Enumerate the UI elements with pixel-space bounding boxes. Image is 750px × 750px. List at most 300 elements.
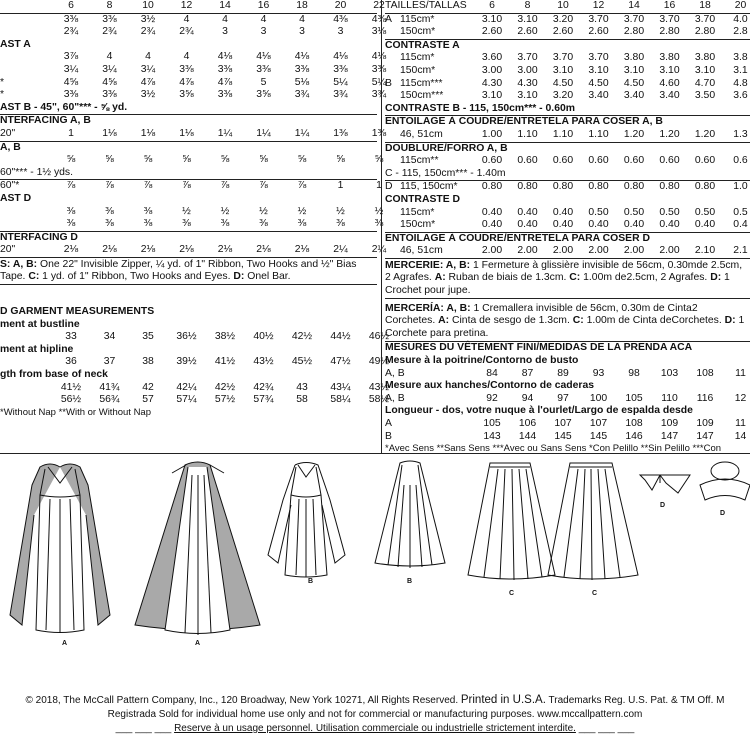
- table-cell: ⅞: [259, 180, 268, 192]
- table-row: [0, 89, 387, 102]
- table-cell: 0.40: [552, 206, 574, 218]
- table-row: [385, 143, 750, 156]
- table-cell: 107: [554, 418, 572, 429]
- table-cell: 4⅞: [179, 76, 194, 88]
- table-cell: ⅜: [143, 218, 153, 230]
- table-cell: 36½: [176, 331, 197, 343]
- table-cell: 0.80: [694, 181, 716, 193]
- table-cell: ⅝: [66, 154, 76, 166]
- table-cell: 3.70: [588, 13, 609, 25]
- table-cell: 42¼: [176, 381, 197, 393]
- table-cell: 4⅛: [333, 51, 348, 63]
- table-cell: 105: [625, 392, 643, 404]
- table-cell: ⅜: [182, 218, 191, 230]
- table-cell: 4⅛: [256, 51, 271, 63]
- table-row: [0, 244, 387, 258]
- row-label: 20": [0, 127, 16, 139]
- row-sublabel: 150cm*: [400, 64, 436, 76]
- table-cell: 3: [222, 26, 228, 38]
- table-cell: 2.80: [623, 26, 645, 38]
- row-label: AST B - 45", 60"*** - ⅝ yd.: [0, 101, 128, 113]
- table-cell: 56½: [60, 394, 82, 406]
- table-cell: 0.6: [733, 155, 748, 167]
- table-cell: ⅜: [220, 218, 230, 230]
- table-cell: 3⅜: [371, 63, 387, 75]
- table-cell: ½: [259, 205, 268, 217]
- table-cell: 0.50: [694, 206, 716, 218]
- measurement-rows: [0, 318, 390, 407]
- note-text: 1 Fermeture à glissière invisible de 56cm, 0.30m: [470, 259, 697, 271]
- table-cell: 35: [142, 331, 154, 343]
- view-label: D: [660, 502, 666, 509]
- table-row: [0, 26, 387, 39]
- size-header-cell: 10: [557, 0, 569, 11]
- table-cell: 38½: [214, 331, 236, 343]
- table-cell: 3⅜: [63, 89, 79, 101]
- table-cell: ⅝: [220, 154, 230, 166]
- row-label: 60"*** - 1½ yds.: [0, 166, 73, 178]
- table-cell: 4.50: [552, 77, 574, 89]
- note-text: One 22" Invisible Zipper, ¼ yd. of 1" Ribbon, Two Hooks and: [37, 258, 319, 270]
- note-bold: MERCERÍA: A, B:: [385, 302, 471, 314]
- table-cell: 3.8: [733, 52, 748, 64]
- table-cell: 4: [145, 51, 151, 63]
- table-cell: 2⅛: [63, 244, 79, 256]
- size-header-cell: 12: [180, 0, 193, 11]
- table-cell: 4.30: [517, 77, 538, 89]
- row-label: Mesure aux hanches/Contorno de caderas: [385, 380, 595, 392]
- size-header-cell: 20: [734, 0, 747, 11]
- note-text: de 2.5cm, 2 Agrafes.: [385, 259, 743, 284]
- table-row: [0, 39, 377, 52]
- table-cell: 1: [337, 180, 344, 192]
- table-row: [0, 76, 387, 90]
- table-cell: 2⅛: [102, 244, 117, 256]
- measurement-rows: [385, 355, 750, 443]
- note-text: 1 Cremallera invisible de 56cm, 0.30m de Cinta: [470, 302, 692, 314]
- table-cell: 2.10: [694, 245, 716, 257]
- table-row: [385, 181, 750, 194]
- table-cell: 3½: [140, 13, 156, 25]
- table-cell: 3.60: [481, 52, 503, 64]
- table-cell: 3.10: [694, 64, 716, 76]
- row-label: ENTOILAGE À COUDRE/ENTRETELA PARA COSER A, B: [385, 116, 663, 128]
- table-cell: 3.70: [517, 52, 538, 64]
- table-cell: 42½: [214, 381, 236, 393]
- row-label: CONTRASTE D: [385, 193, 461, 205]
- table-cell: ⅞: [105, 180, 114, 192]
- row-label: Mesure à la poitrine/Contorno de busto: [385, 355, 579, 367]
- note-bold: S: A, B:: [0, 258, 38, 270]
- table-cell: 4⅛: [371, 51, 387, 63]
- row-label: DOUBLURE/FORRO A, B: [385, 142, 508, 154]
- table-cell: ⅝: [259, 154, 268, 166]
- table-cell: 1.20: [694, 128, 716, 140]
- table-cell: ⅜: [105, 205, 114, 217]
- table-cell: 2.80: [694, 26, 716, 38]
- table-cell: 40½: [253, 331, 274, 343]
- table-cell: 2.00: [481, 245, 503, 257]
- copyright-text: © 2018, The McCall Pattern Company, Inc., 120 Broadway, New York 10271, All Rights Reserved.: [25, 695, 459, 706]
- table-cell: ⅜: [336, 218, 345, 230]
- table-cell: 11: [735, 418, 746, 429]
- table-cell: 58¼: [330, 394, 351, 406]
- table-cell: 42½: [291, 331, 313, 343]
- row-label: A: [385, 13, 392, 25]
- table-cell: 0.50: [588, 206, 609, 218]
- view-label: D: [720, 510, 726, 517]
- table-cell: 41¾: [99, 381, 120, 393]
- table-cell: 3.10: [517, 13, 538, 25]
- table-cell: 4⅛: [294, 51, 310, 63]
- table-cell: 3⅝: [256, 89, 271, 101]
- table-cell: 1⅜: [371, 127, 387, 139]
- table-cell: 0.60: [481, 155, 503, 167]
- size-header-cell: 16: [663, 0, 676, 11]
- table-cell: 0.40: [517, 219, 538, 231]
- table-cell: 34: [103, 331, 116, 343]
- garment-illustrations: [0, 455, 750, 650]
- finished-measurements-title: D GARMENT MEASUREMENTS: [0, 306, 155, 318]
- note-text: 1.00m de Cinta de: [583, 315, 672, 327]
- table-cell: 3⅜: [102, 13, 117, 25]
- table-row: [385, 14, 750, 27]
- note-text: l Bar.: [266, 271, 291, 283]
- table-cell: 0.80: [517, 181, 538, 193]
- table-cell: 0.40: [588, 219, 609, 231]
- table-cell: 2¾: [140, 26, 156, 38]
- copyright-footer: [0, 693, 750, 736]
- table-cell: 57: [142, 394, 154, 406]
- note-text: 1.00m de: [580, 272, 627, 284]
- table-cell: 94: [521, 392, 534, 404]
- table-row: [385, 78, 750, 91]
- yardage-rows: [385, 14, 750, 259]
- view-label: C: [509, 590, 515, 597]
- footnote: *Without Nap **With or Without Nap: [0, 406, 152, 418]
- table-cell: 1.20: [623, 128, 645, 140]
- table-cell: ⅜: [259, 218, 268, 230]
- table-row: [0, 369, 377, 382]
- table-cell: 97: [557, 392, 569, 404]
- row-sublabel: 115cm*: [400, 206, 435, 218]
- table-cell: 116: [696, 392, 714, 404]
- table-cell: 3: [299, 26, 305, 38]
- table-cell: 1⅜: [333, 127, 348, 139]
- size-header-cell: 10: [142, 0, 154, 11]
- table-cell: 33: [65, 331, 77, 343]
- table-cell: 103: [660, 367, 679, 379]
- table-cell: 4⅜: [333, 13, 348, 25]
- size-header-cell: 12: [592, 0, 605, 11]
- table-cell: 4⅛: [217, 51, 233, 63]
- usage-line: Registrada Sold for individual home use only and not for commercial or manufacturing purposes. www.mccallpattern.com: [107, 709, 643, 720]
- table-cell: 37: [103, 356, 116, 368]
- column-divider: [381, 0, 382, 453]
- merceria-text: [385, 303, 750, 343]
- table-cell: 4: [106, 51, 113, 63]
- table-cell: 145: [554, 430, 572, 442]
- table-cell: 3.10: [588, 64, 609, 76]
- table-cell: 2.00: [552, 245, 574, 257]
- note-bold: C:: [569, 272, 581, 284]
- table-cell: 43½: [368, 381, 390, 393]
- table-cell: 4: [183, 51, 190, 63]
- row-label: C - 115, 150cm*** - 1.40m: [385, 167, 506, 179]
- table-row: [0, 167, 377, 181]
- view-d-collar-drawings: [640, 462, 750, 500]
- table-cell: 109: [660, 418, 679, 429]
- table-cell: 43¼: [330, 381, 351, 393]
- table-cell: 144: [518, 430, 537, 442]
- table-cell: 0.40: [694, 219, 716, 231]
- view-label: A: [62, 640, 68, 647]
- size-header-cell: 8: [106, 0, 113, 11]
- table-row: [0, 142, 377, 155]
- trademark-text: Trademarks Reg. U.S. Pat. & TM Off. M: [548, 695, 725, 706]
- table-cell: 3.40: [659, 90, 680, 102]
- table-cell: 2.00: [517, 245, 538, 257]
- table-cell: 0.60: [659, 155, 680, 167]
- view-label: C: [592, 590, 598, 597]
- note-text: Ruban de biais de 1.3cm.: [445, 272, 570, 284]
- table-cell: 0.40: [659, 219, 680, 231]
- table-cell: ⅝: [105, 154, 114, 166]
- table-cell: 5: [260, 76, 267, 88]
- size-header-cell: 22: [373, 0, 385, 11]
- table-cell: 0.60: [623, 155, 645, 167]
- table-cell: 58: [296, 394, 308, 406]
- table-cell: 3.10: [481, 90, 503, 102]
- table-cell: 147: [696, 430, 714, 442]
- table-row: [0, 356, 390, 369]
- table-cell: 108: [696, 367, 714, 379]
- table-cell: 105: [483, 418, 501, 429]
- table-cell: 46½: [368, 331, 390, 343]
- table-cell: ½: [220, 205, 230, 217]
- table-cell: 2.60: [517, 26, 538, 38]
- table-cell: 4⅜: [371, 13, 387, 25]
- size-header-cell: 18: [699, 0, 711, 11]
- table-cell: 3⅜: [63, 13, 79, 25]
- table-row: [385, 116, 750, 129]
- table-cell: ½: [297, 205, 307, 217]
- note-text: 2.5cm, 2 Agrafes.: [626, 272, 711, 284]
- table-cell: 42: [142, 381, 154, 393]
- row-label: B: [385, 430, 392, 442]
- table-cell: 1⅛: [102, 127, 117, 139]
- view-a-back-drawing: [135, 462, 260, 635]
- row-sublabel: 46, 51cm: [400, 128, 443, 140]
- table-cell: 3¾: [371, 89, 387, 101]
- table-cell: 3½: [140, 89, 156, 101]
- table-cell: 145: [589, 430, 608, 442]
- table-cell: 0.80: [552, 181, 574, 193]
- row-label: A: [385, 418, 392, 429]
- row-sublabel: 150cm*: [400, 219, 436, 231]
- section-divider: [0, 453, 750, 454]
- table-cell: 3.40: [588, 90, 609, 102]
- table-cell: 3⅜: [256, 63, 271, 75]
- view-label: B: [407, 578, 413, 585]
- table-cell: 3.20: [552, 90, 574, 102]
- table-row: [0, 13, 387, 27]
- table-cell: 106: [518, 418, 537, 429]
- table-cell: 5⅛: [294, 76, 310, 88]
- table-cell: 89: [557, 367, 569, 379]
- table-row: [0, 115, 377, 128]
- table-cell: 3.1: [733, 64, 748, 76]
- table-cell: 43½: [253, 356, 274, 368]
- table-cell: 0.60: [517, 155, 538, 167]
- table-cell: 1.10: [588, 128, 609, 140]
- table-row: [0, 331, 390, 344]
- table-cell: 43: [296, 381, 308, 393]
- table-cell: 3⅞: [63, 51, 79, 63]
- table-cell: 4.70: [694, 77, 716, 89]
- table-cell: ½: [182, 205, 191, 217]
- row-label: AST A: [0, 38, 31, 50]
- table-cell: 2¾: [63, 26, 79, 38]
- table-cell: 1: [68, 127, 74, 139]
- table-cell: 3¾: [294, 89, 310, 101]
- table-cell: 3¾: [333, 89, 348, 101]
- table-cell: 12: [734, 392, 747, 404]
- reserve-text: Reserve à un usage personnel. Utilisation commerciale ou industrielle strictement interdite.: [174, 723, 576, 734]
- table-cell: 0.4: [733, 219, 748, 231]
- note-text: One: [244, 271, 267, 283]
- table-cell: ⅜: [66, 218, 76, 230]
- row-label: D: [385, 181, 393, 193]
- table-row: [385, 233, 750, 246]
- view-c-front-drawing: [468, 463, 555, 580]
- table-cell: 2¾: [179, 26, 194, 38]
- table-cell: 98: [628, 367, 640, 379]
- table-cell: 0.40: [481, 206, 503, 218]
- table-row: [0, 51, 387, 64]
- table-cell: 147: [660, 430, 679, 442]
- row-label: AST D: [0, 192, 32, 204]
- table-cell: 3⅜: [333, 63, 348, 75]
- table-cell: 3.00: [481, 64, 503, 76]
- row-sublabel: 115cm*: [400, 52, 435, 64]
- table-cell: 2¾: [102, 26, 117, 38]
- table-cell: 1.00: [481, 128, 503, 140]
- table-cell: 3.10: [481, 13, 503, 25]
- note-text: Corchetes.: [671, 315, 725, 327]
- table-cell: 1⅛: [140, 127, 156, 139]
- table-cell: 0.40: [552, 219, 574, 231]
- size-header-row: [385, 0, 750, 14]
- table-row: [385, 52, 750, 65]
- row-label: 20": [0, 244, 16, 256]
- table-cell: 1.10: [517, 128, 538, 140]
- table-cell: 2.60: [481, 26, 503, 38]
- table-cell: 108: [625, 418, 643, 429]
- table-cell: 92: [486, 392, 498, 404]
- english-yardage-column: [0, 0, 390, 419]
- row-label: ment at hipline: [0, 343, 74, 355]
- table-cell: 4: [222, 13, 228, 25]
- table-cell: 100: [589, 392, 608, 404]
- table-cell: 2.00: [588, 245, 609, 257]
- row-sublabel: 46, 51cm: [400, 245, 443, 257]
- table-row: [385, 26, 750, 40]
- size-header-cell: 8: [524, 0, 531, 11]
- row-label: ENTOILAGE À COUDRE/ENTRETELA PARA COSER D: [385, 232, 650, 244]
- row-label: CONTRASTE B - 115, 150cm*** - 0.60m: [385, 102, 575, 114]
- table-cell: ⅝: [182, 154, 191, 166]
- view-c-back-drawing: [548, 463, 638, 580]
- table-cell: 3.10: [552, 64, 574, 76]
- table-row: [385, 129, 750, 143]
- table-cell: 0.50: [623, 206, 645, 218]
- table-row: [385, 380, 750, 393]
- table-cell: 3⅜: [102, 89, 117, 101]
- garment-line-drawings: [0, 455, 750, 650]
- table-row: [385, 355, 750, 368]
- size-header-cell: 6: [489, 0, 495, 11]
- table-cell: 44½: [330, 331, 351, 343]
- table-cell: 2.80: [659, 26, 680, 38]
- table-cell: 5¼: [333, 76, 348, 88]
- table-row: [385, 245, 750, 259]
- note-text: 1 Crochet pour jupe.: [385, 272, 730, 297]
- table-cell: 3¼: [102, 63, 117, 75]
- table-row: [385, 207, 750, 220]
- row-label: B: [385, 77, 392, 89]
- table-cell: 1.0: [733, 181, 748, 193]
- table-cell: 2⅛: [179, 244, 194, 256]
- note-text: ½" Bias Tape.: [0, 258, 357, 283]
- row-label: *: [0, 76, 5, 88]
- table-cell: 2⅛: [140, 244, 156, 256]
- table-cell: ⅞: [143, 180, 153, 192]
- table-cell: 0.50: [659, 206, 680, 218]
- note-bold: C:: [28, 271, 40, 283]
- table-row: [0, 102, 377, 116]
- table-cell: 0.80: [481, 181, 503, 193]
- table-cell: 4: [260, 13, 267, 25]
- notions-text: [0, 259, 377, 285]
- note-bold: A:: [434, 272, 446, 284]
- table-cell: ⅜: [143, 205, 153, 217]
- table-cell: 3.10: [517, 90, 538, 102]
- table-cell: ⅝: [297, 154, 307, 166]
- note-text: 1 Corchete para pretina.: [385, 315, 745, 339]
- table-row: [385, 418, 750, 431]
- table-cell: ⅜: [297, 218, 307, 230]
- table-cell: 41½: [214, 356, 236, 368]
- table-row: [0, 232, 377, 245]
- table-cell: ½: [336, 205, 345, 217]
- table-row: [0, 63, 387, 77]
- table-cell: 58½: [368, 394, 390, 406]
- table-cell: 1.3: [733, 128, 748, 140]
- table-row: [385, 65, 750, 78]
- table-cell: 3⅜: [217, 63, 233, 75]
- table-cell: 4⅞: [140, 76, 156, 88]
- note-text: 2 Corchetes.: [385, 302, 698, 327]
- table-cell: 56¾: [99, 394, 120, 406]
- row-label: Longueur - dos, votre nuque à l'ourlet/Largo de espalda desde: [385, 405, 693, 417]
- table-cell: 4⅝: [63, 76, 79, 88]
- note-bold: C:: [572, 315, 584, 327]
- size-header-cell: 14: [628, 0, 640, 11]
- table-cell: 5¼: [371, 76, 387, 88]
- note-text: 1 yd. of 1" Ribbon, Two Hooks and Eyes.: [39, 271, 234, 283]
- table-row: [385, 431, 750, 444]
